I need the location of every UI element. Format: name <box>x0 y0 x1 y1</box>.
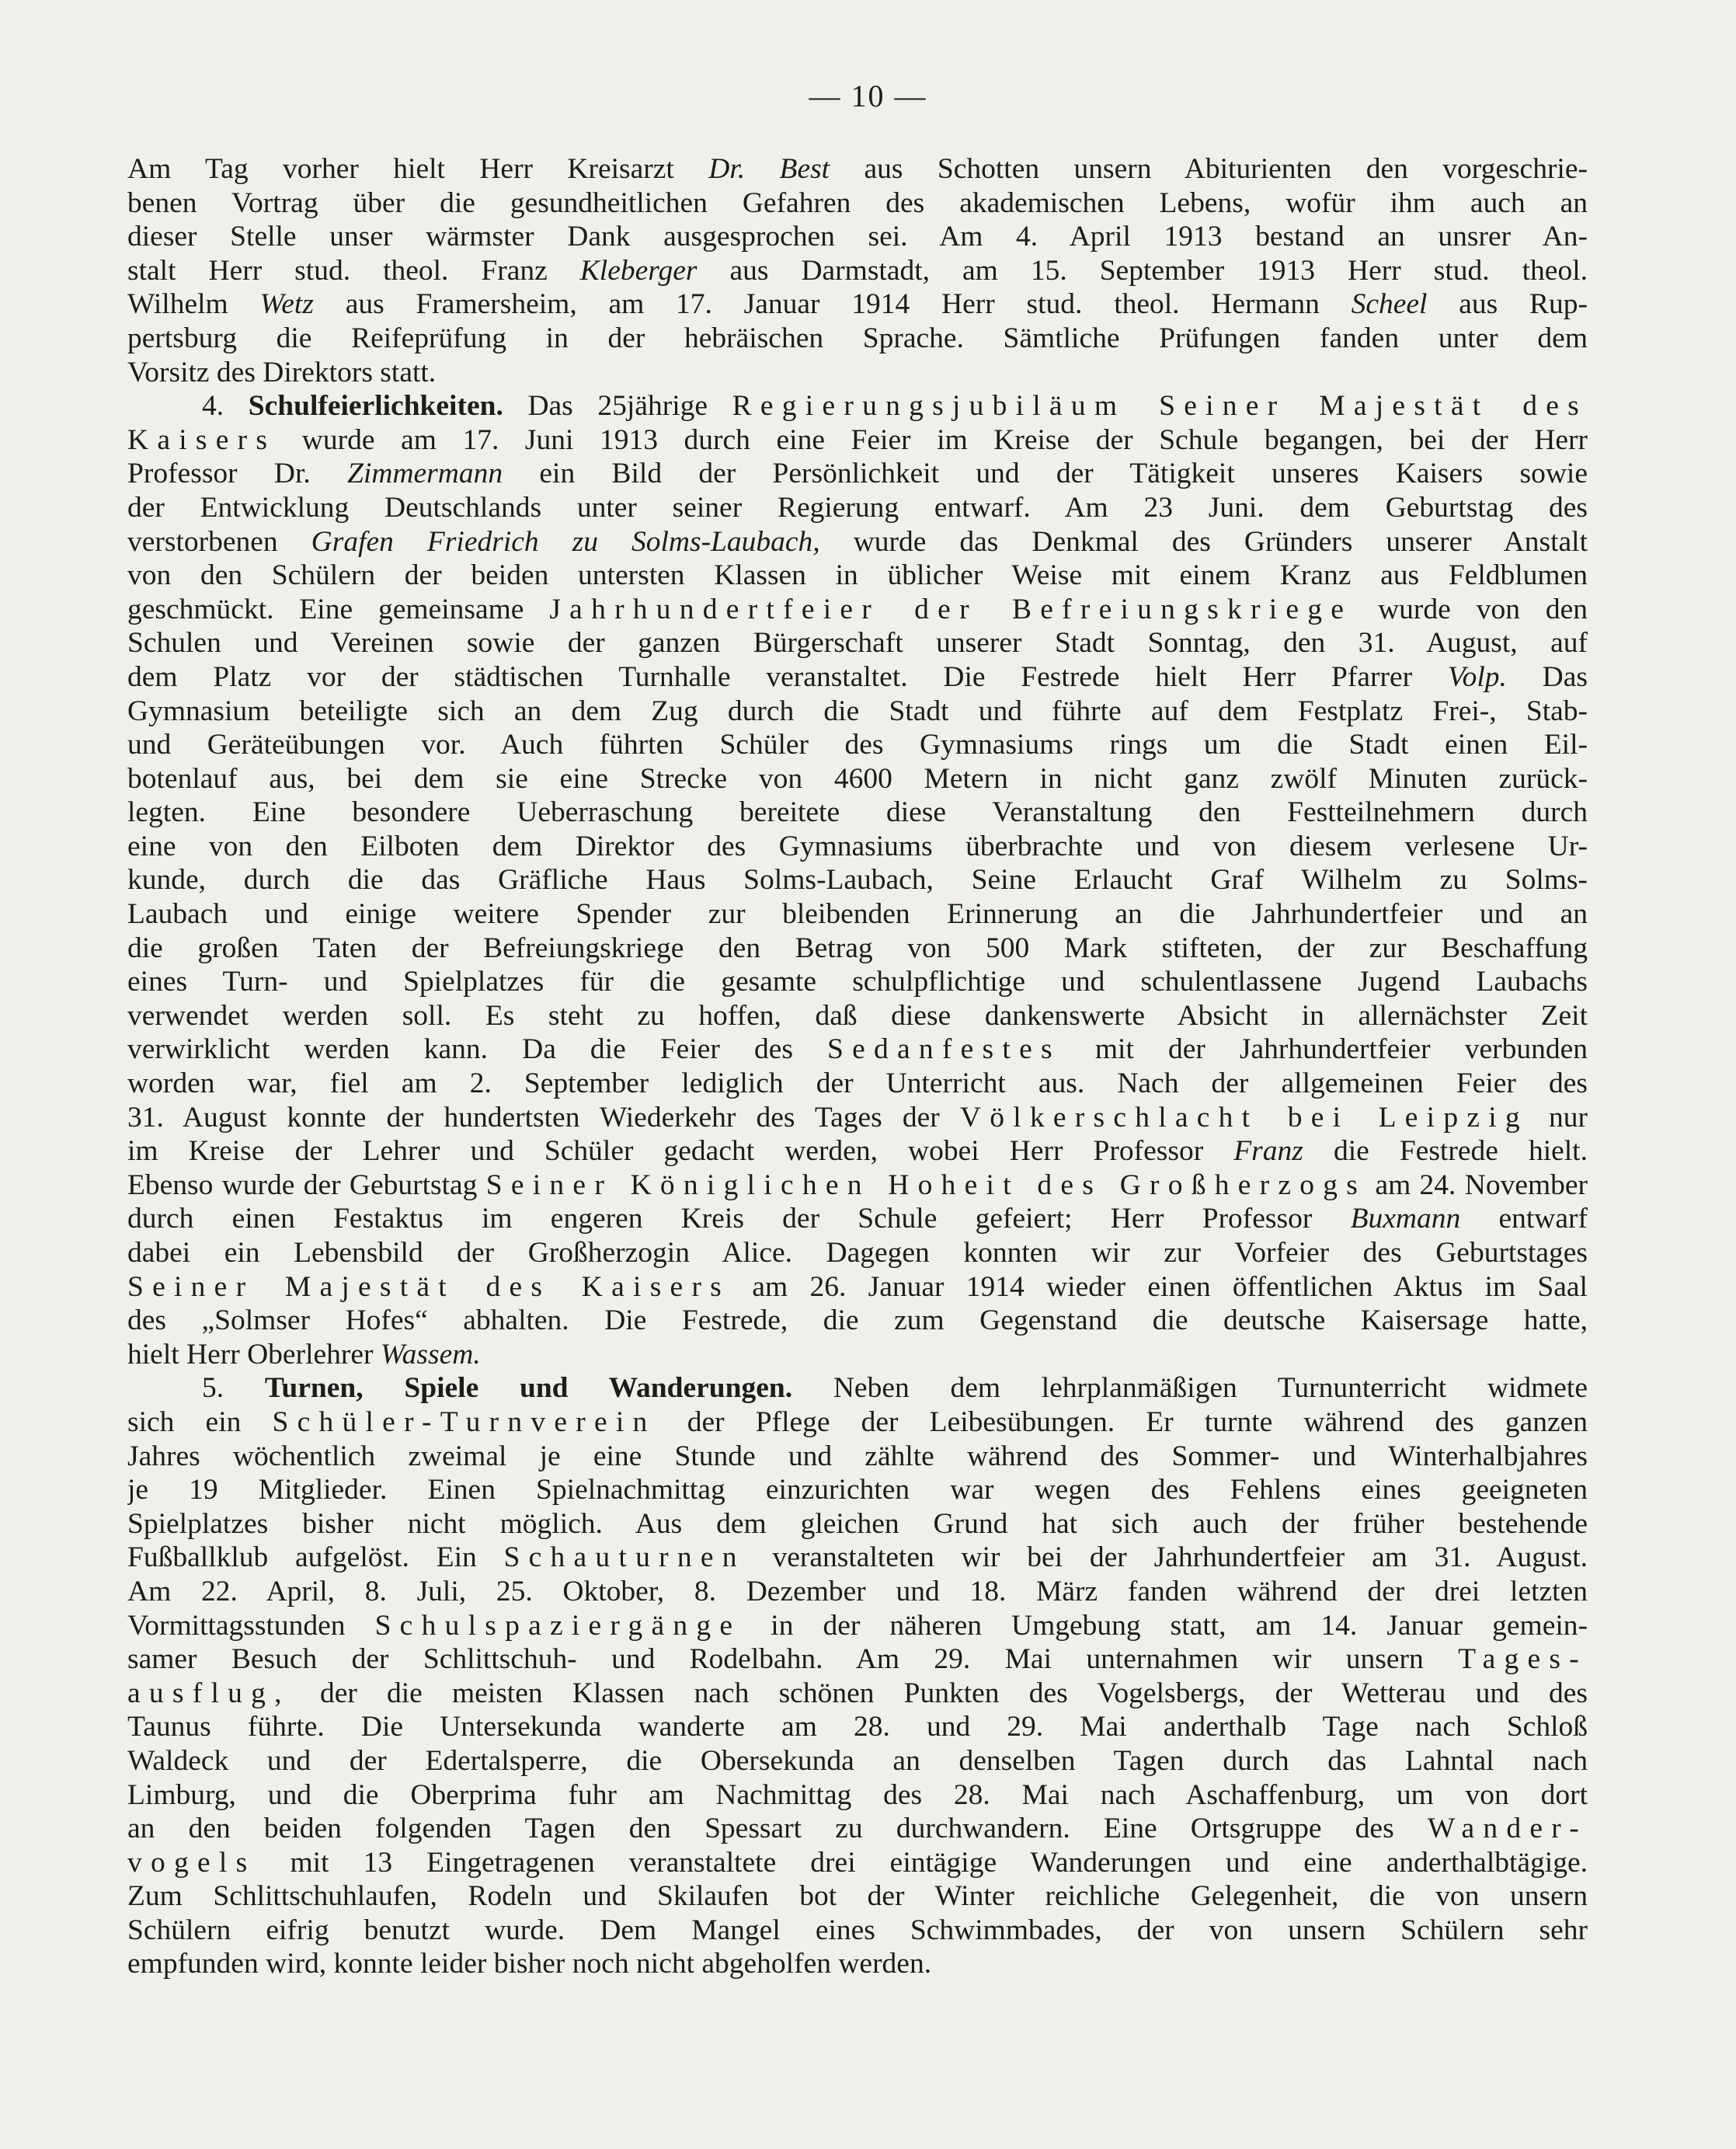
text-run: im Kreise der Lehrer und Schüler gedacht werden, wobei Herr Professor <box>127 1135 1234 1168</box>
text-line <box>127 999 1588 1033</box>
text-run: 31. August konnte der hundertsten Wiederkehr des Tages der <box>127 1101 960 1134</box>
text-line <box>127 491 1588 525</box>
section-heading: Turnen, Spiele und Wanderungen. <box>264 1372 793 1405</box>
spaced-emphasis: Tages- <box>1458 1643 1588 1676</box>
text-line <box>127 932 1588 966</box>
spaced-emphasis: vogels <box>127 1846 256 1879</box>
text-run: Jahres wöchentlich zweimal je eine Stunde und zählte während des Sommer- und Winterhalbjahres <box>127 1440 1588 1472</box>
text-run: mit 13 Eingetragenen veranstaltete drei eintägige Wanderungen und eine anderthalbtägige. <box>256 1846 1588 1879</box>
text-line <box>127 1507 1588 1541</box>
text-run: aus Framersheim, am 17. Januar 1914 Herr stud. theol. Hermann <box>313 288 1352 321</box>
text-line <box>127 1473 1588 1507</box>
spaced-emphasis: Schauturnen <box>503 1541 746 1574</box>
text-run: Laubach und einige weitere Spender zur bleibenden Erinnerung an die Jahrhundertfeier und an <box>127 898 1588 931</box>
text-line <box>127 1338 1588 1372</box>
text-run: sich ein <box>127 1405 273 1438</box>
text-line <box>127 1405 1588 1440</box>
text-run: worden war, fiel am 2. September lediglich der Unterricht aus. Nach der allgemeinen Feier des <box>127 1068 1588 1100</box>
text-line <box>127 1101 1588 1135</box>
text-run: Zum Schlittschuhlaufen, Rodeln und Skilaufen bot der Winter reichliche Gelegenheit, die von unsern <box>127 1880 1588 1913</box>
text-line <box>127 559 1588 593</box>
text-run: in der näheren Umgebung statt, am 14. Januar gemein- <box>741 1609 1588 1642</box>
text-run: Schülern eifrig benutzt wurde. Dem Mangel eines Schwimmbades, der von unsern Schülern sehr <box>127 1914 1588 1946</box>
text-line <box>127 728 1588 762</box>
text-run: Vorsitz des Direktors statt. <box>127 356 437 388</box>
spaced-emphasis: Sedanfestes <box>827 1033 1061 1066</box>
text-line <box>127 152 1588 186</box>
text-run: Neben dem lehrplanmäßigen Turnunterricht widmete <box>792 1372 1588 1405</box>
italic-name: Wetz <box>259 288 314 321</box>
text-run: dabei ein Lebensbild der Großherzogin Alice. Dagegen konnten wir zur Vorfeier des Geburtstages <box>127 1237 1588 1269</box>
italic-name: Buxmann <box>1350 1203 1461 1235</box>
text-run: Gymnasium beteiligte sich an dem Zug durch die Stadt und führte auf dem Festplatz Frei-, Stab- <box>127 695 1588 727</box>
text-line <box>127 863 1588 897</box>
text-run: durch einen Festaktus im engeren Kreis der Schule gefeiert; Herr Professor <box>127 1203 1351 1235</box>
document-body <box>127 152 1588 1981</box>
text-run: aus Rup- <box>1427 288 1588 321</box>
text-line <box>127 1236 1588 1270</box>
text-line <box>127 525 1588 559</box>
spaced-emphasis: Völkerschlacht bei Leipzig <box>959 1101 1529 1134</box>
text-run: verwendet werden soll. Es steht zu hoffen, daß diese dankenswerte Absicht in allernächster Zeit <box>127 999 1588 1032</box>
italic-name: Grafen Friedrich zu Solms-Laubach, <box>311 525 820 558</box>
text-run: 4. <box>202 390 249 423</box>
text-line <box>127 897 1588 932</box>
text-run: die Festrede hielt. <box>1303 1135 1588 1168</box>
text-run: Das <box>1506 660 1588 693</box>
text-run: Fußballklub aufgelöst. Ein <box>127 1541 504 1574</box>
spaced-emphasis: Kaisers <box>127 423 277 456</box>
text-run: veranstalteten wir bei der Jahrhundertfeier am 31. August. <box>745 1541 1588 1574</box>
text-run: an den beiden folgenden Tagen den Spessart zu durchwandern. Eine Ortsgruppe des <box>127 1813 1428 1845</box>
spaced-emphasis: Seiner Majestät des Kaisers <box>127 1270 731 1303</box>
text-line <box>127 1812 1588 1846</box>
text-line <box>127 1642 1588 1677</box>
text-line <box>127 322 1588 356</box>
text-run: wurde das Denkmal des Gründers unserer Anstalt <box>819 525 1588 558</box>
text-run: empfunden wird, konnte leider bisher noch nicht abgeholfen werden. <box>127 1948 932 1980</box>
text-line <box>127 660 1588 695</box>
spaced-emphasis: Seiner Königlichen Hoheit des Großherzogs <box>485 1169 1367 1201</box>
text-line <box>127 423 1588 458</box>
text-line <box>127 1067 1588 1101</box>
text-line <box>127 1710 1588 1744</box>
text-run: verstorbenen <box>127 525 311 558</box>
text-run: 5. <box>202 1372 265 1405</box>
text-line <box>127 830 1588 864</box>
text-run: Professor Dr. <box>127 458 348 490</box>
text-run: Wilhelm <box>127 288 260 321</box>
text-run: Am Tag vorher hielt Herr Kreisarzt <box>127 153 709 185</box>
text-run: Am 22. April, 8. Juli, 25. Oktober, 8. Dezember und 18. März fanden während der drei letzten <box>127 1575 1588 1607</box>
text-run: Schulen und Vereinen sowie der ganzen Bürgerschaft unserer Stadt Sonntag, den 31. August, auf <box>127 627 1588 660</box>
text-run: je 19 Mitglieder. Einen Spielnachmittag einzurichten war wegen des Fehlens eines geeigneten <box>127 1474 1588 1506</box>
text-run: kunde, durch die das Gräfliche Haus Solms-Laubach, Seine Erlaucht Graf Wilhelm zu Solms- <box>127 864 1588 897</box>
text-run: am 26. Januar 1914 wieder einen öffentlichen Aktus im Saal <box>730 1270 1588 1303</box>
text-run: Vormittagsstunden <box>127 1609 375 1642</box>
text-line <box>127 1169 1588 1203</box>
text-run: die großen Taten der Befreiungskriege den Betrag von 500 Mark stifteten, der zur Beschaffung <box>127 932 1588 964</box>
text-run: stalt Herr stud. theol. Franz <box>127 254 580 287</box>
text-run: aus Darmstadt, am 15. September 1913 Herr stud. theol. <box>697 254 1588 287</box>
spaced-emphasis: ausflug, <box>127 1677 290 1709</box>
text-run: verwirklicht werden kann. Da die Feier des <box>127 1033 828 1066</box>
text-line <box>127 593 1588 627</box>
text-line <box>127 762 1588 796</box>
text-line <box>127 1947 1588 1981</box>
spaced-emphasis: Wander- <box>1427 1813 1588 1845</box>
text-run: Waldeck und der Edertalsperre, die Obersekunda an denselben Tagen durch das Lahntal nach <box>127 1744 1588 1777</box>
text-line <box>127 220 1588 254</box>
text-line <box>127 1879 1588 1914</box>
italic-name: Kleberger <box>579 254 698 287</box>
text-line <box>127 1270 1588 1304</box>
italic-name: Volp. <box>1447 660 1507 693</box>
text-line <box>127 186 1588 221</box>
text-line <box>127 1609 1588 1643</box>
italic-name: Scheel <box>1351 288 1428 321</box>
text-run: wurde von den <box>1352 593 1588 625</box>
text-run: pertsburg die Reifeprüfung in der hebräischen Sprache. Sämtliche Prüfungen fanden unter dem <box>127 322 1588 354</box>
text-run: von den Schülern der beiden untersten Klassen in üblicher Weise mit einem Kranz aus Feldblumen <box>127 559 1588 592</box>
text-line <box>127 254 1588 288</box>
text-line <box>127 1575 1588 1609</box>
text-run: Das 25jährige <box>503 390 732 423</box>
text-line <box>127 287 1588 322</box>
text-run: geschmückt. Eine gemeinsame <box>127 593 550 625</box>
text-line <box>127 389 1588 423</box>
text-run: am 24. November <box>1366 1169 1588 1201</box>
text-line <box>127 1541 1588 1575</box>
text-run: entwarf <box>1460 1203 1588 1235</box>
text-run: Limburg, und die Oberprima fuhr am Nachmittag des 28. Mai nach Aschaffenburg, um von dort <box>127 1778 1588 1811</box>
text-run: legten. Eine besondere Ueberraschung bereitete diese Veranstaltung den Festteilnehmern durch <box>127 796 1588 829</box>
italic-name: Dr. Best <box>708 153 830 185</box>
italic-name: Wassem. <box>380 1338 481 1371</box>
spaced-emphasis: Schulspaziergänge <box>374 1609 742 1642</box>
text-line <box>127 1744 1588 1778</box>
spaced-emphasis: Regierungsjubiläum Seiner Majestät des <box>732 390 1588 423</box>
text-run: eine von den Eilboten dem Direktor des Gymnasiums überbrachte und von diesem verlesene Ur- <box>127 830 1588 862</box>
text-run: eines Turn- und Spielplatzes für die gesamte schulpflichtige und schulentlassene Jugend Laubachs <box>127 966 1588 998</box>
text-run: botenlauf aus, bei dem sie eine Strecke von 4600 Metern in nicht ganz zwölf Minuten zurück- <box>127 762 1588 795</box>
text-run: der die meisten Klassen nach schönen Punkten des Vogelsbergs, der Wetterau und des <box>290 1677 1588 1709</box>
text-line <box>127 695 1588 729</box>
text-run: Ebenso wurde der Geburtstag <box>127 1169 486 1201</box>
text-run: wurde am 17. Juni 1913 durch eine Feier im Kreise der Schule begangen, bei der Herr <box>276 423 1588 456</box>
text-line <box>127 1202 1588 1236</box>
text-line <box>127 1033 1588 1067</box>
text-line <box>127 356 1588 390</box>
text-run: hielt Herr Oberlehrer <box>127 1338 381 1371</box>
text-line <box>127 1778 1588 1813</box>
page-number: — 10 — <box>809 78 927 113</box>
text-run: und Geräteübungen vor. Auch führten Schüler des Gymnasiums rings um die Stadt einen Eil- <box>127 729 1588 761</box>
text-line <box>127 965 1588 999</box>
italic-name: Zimmermann <box>347 458 503 490</box>
text-run: dieser Stelle unser wärmster Dank ausgesprochen sei. Am 4. April 1913 bestand an unsrer An- <box>127 221 1588 253</box>
text-line <box>127 1304 1588 1338</box>
italic-name: Franz <box>1233 1135 1303 1168</box>
text-line <box>127 1677 1588 1711</box>
text-line <box>127 1846 1588 1880</box>
text-line <box>127 1134 1588 1169</box>
text-run: benen Vortrag über die gesundheitlichen Gefahren des akademischen Lebens, wofür ihm auch an <box>127 186 1588 219</box>
text-run: der Pflege der Leibesübungen. Er turnte während des ganzen <box>656 1405 1588 1438</box>
text-run: Taunus führte. Die Untersekunda wanderte am 28. und 29. Mai anderthalb Tage nach Schloß <box>127 1711 1588 1743</box>
text-line <box>127 1440 1588 1474</box>
text-run: nur <box>1528 1101 1588 1134</box>
text-run: aus Schotten unsern Abiturienten den vorgeschrie- <box>830 153 1588 185</box>
text-run: des „Solmser Hofes“ abhalten. Die Festrede, die zum Gegenstand die deutsche Kaisersage hatte, <box>127 1304 1588 1337</box>
text-run: ein Bild der Persönlichkeit und der Tätigkeit unseres Kaisers sowie <box>503 458 1588 490</box>
text-line <box>127 1371 1588 1405</box>
text-line <box>127 626 1588 660</box>
text-line <box>127 457 1588 491</box>
text-run: Spielplatzes bisher nicht möglich. Aus dem gleichen Grund hat sich auch der früher bestehende <box>127 1507 1588 1540</box>
text-line <box>127 1914 1588 1948</box>
section-heading: Schulfeierlichkeiten. <box>248 390 503 423</box>
text-run: der Entwicklung Deutschlands unter seiner Regierung entwarf. Am 23 Juni. dem Geburtstag des <box>127 491 1588 524</box>
spaced-emphasis: Jahrhundertfeier der Befreiungskriege <box>549 593 1353 625</box>
spaced-emphasis: Schüler-Turnverein <box>272 1405 656 1438</box>
text-run: dem Platz vor der städtischen Turnhalle veranstaltet. Die Festrede hielt Herr Pfarrer <box>127 660 1448 693</box>
text-run: samer Besuch der Schlittschuh- und Rodelbahn. Am 29. Mai unternahmen wir unsern <box>127 1643 1459 1676</box>
text-line <box>127 796 1588 830</box>
text-run: mit der Jahrhundertfeier verbunden <box>1060 1033 1588 1066</box>
